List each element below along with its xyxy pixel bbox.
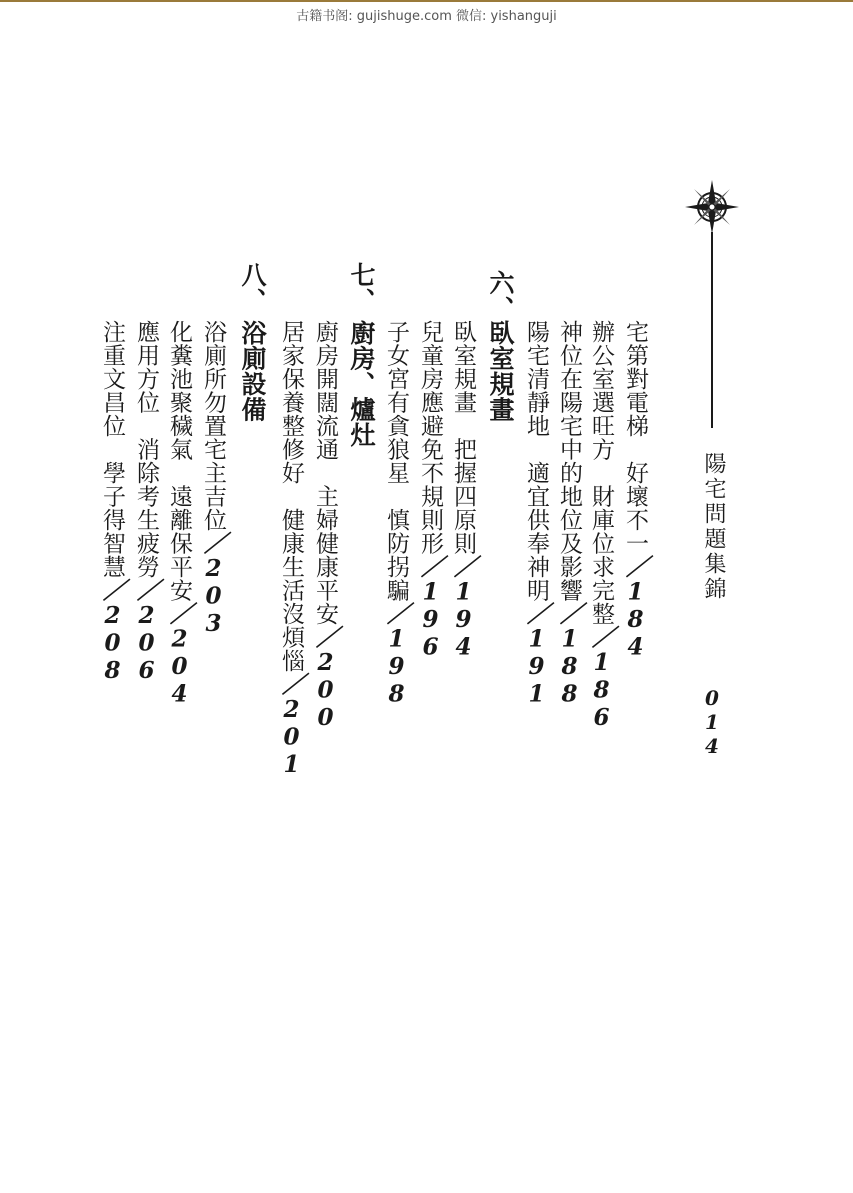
toc-entry-page: ／184 [622, 555, 649, 661]
toc-entry-text: 臥室規畫 把握四原則 [450, 320, 476, 555]
toc-entry-page: ／186 [588, 625, 615, 732]
toc-entry-text: 浴廁所勿置宅主吉位 [200, 320, 226, 532]
toc-entry [623, 320, 647, 661]
toc-entry [557, 320, 581, 708]
toc-entry [524, 320, 548, 708]
toc-entry-text: 陽宅清靜地 適宜供奉神明 [523, 320, 549, 602]
toc-entry-text: 兒童房應避免不規則形 [417, 320, 443, 555]
toc-entry [279, 320, 303, 779]
toc-entry [589, 320, 613, 732]
toc-entry-page: ／208 [99, 578, 126, 685]
top-border [0, 0, 853, 2]
toc-entry-page: ／194 [450, 555, 477, 661]
compass-ornament-icon [684, 179, 740, 235]
toc-entry-text: 子女宮有貪狼星 慎防拐騙 [383, 320, 409, 602]
toc-entry-page: ／198 [383, 602, 410, 708]
toc-entry-text: 宅第對電梯 好壞不一 [622, 320, 648, 555]
toc-entry [384, 320, 408, 708]
toc-entry-page: ／204 [166, 602, 193, 708]
toc-entry-page: ／188 [556, 602, 583, 708]
toc-entry-page: ／203 [200, 531, 227, 638]
section-heading: 臥室規畫 [486, 320, 515, 422]
toc-entry-text: 應用方位 消除考生疲勞 [133, 320, 159, 579]
toc-entry-page: ／196 [417, 555, 444, 661]
toc-entry-page: ／206 [133, 578, 160, 685]
toc-entry [100, 320, 124, 685]
page-number: 014 [700, 686, 724, 758]
toc-entry-text: 神位在陽宅中的地位及影響 [556, 320, 582, 602]
section-heading: 浴廁設備 [238, 320, 267, 422]
section-number: 八、 [238, 262, 267, 313]
toc-entry-text: 居家保養整修好 健康生活沒煩惱 [278, 320, 304, 673]
vertical-rule [711, 232, 713, 428]
toc-entry-page: ／191 [523, 602, 550, 708]
toc-entry-text: 注重文昌位 學子得智慧 [99, 320, 125, 579]
section-number: 六、 [486, 270, 515, 321]
toc-entry-text: 辦公室選旺方 財庫位求完整 [588, 320, 614, 626]
toc-entry [201, 320, 225, 638]
toc-entry-text: 廚房開闊流通 主婦健康平安 [312, 320, 338, 626]
section-heading: 廚房、爐灶 [347, 320, 376, 448]
section-number: 七、 [347, 262, 376, 313]
toc-entry [313, 320, 337, 732]
watermark-text: 古籍书阁: gujishuge.com 微信: yishanguji [296, 9, 557, 24]
toc-entry [134, 320, 158, 685]
toc-entry [418, 320, 442, 661]
book-title: 陽宅問題集錦 [701, 452, 726, 602]
toc-entry [451, 320, 475, 661]
toc-entry-text: 化糞池聚穢氣 遠離保平安 [166, 320, 192, 602]
toc-entry-page: ／200 [312, 625, 339, 732]
toc-entry-page: ／201 [278, 672, 305, 779]
toc-entry [167, 320, 191, 708]
